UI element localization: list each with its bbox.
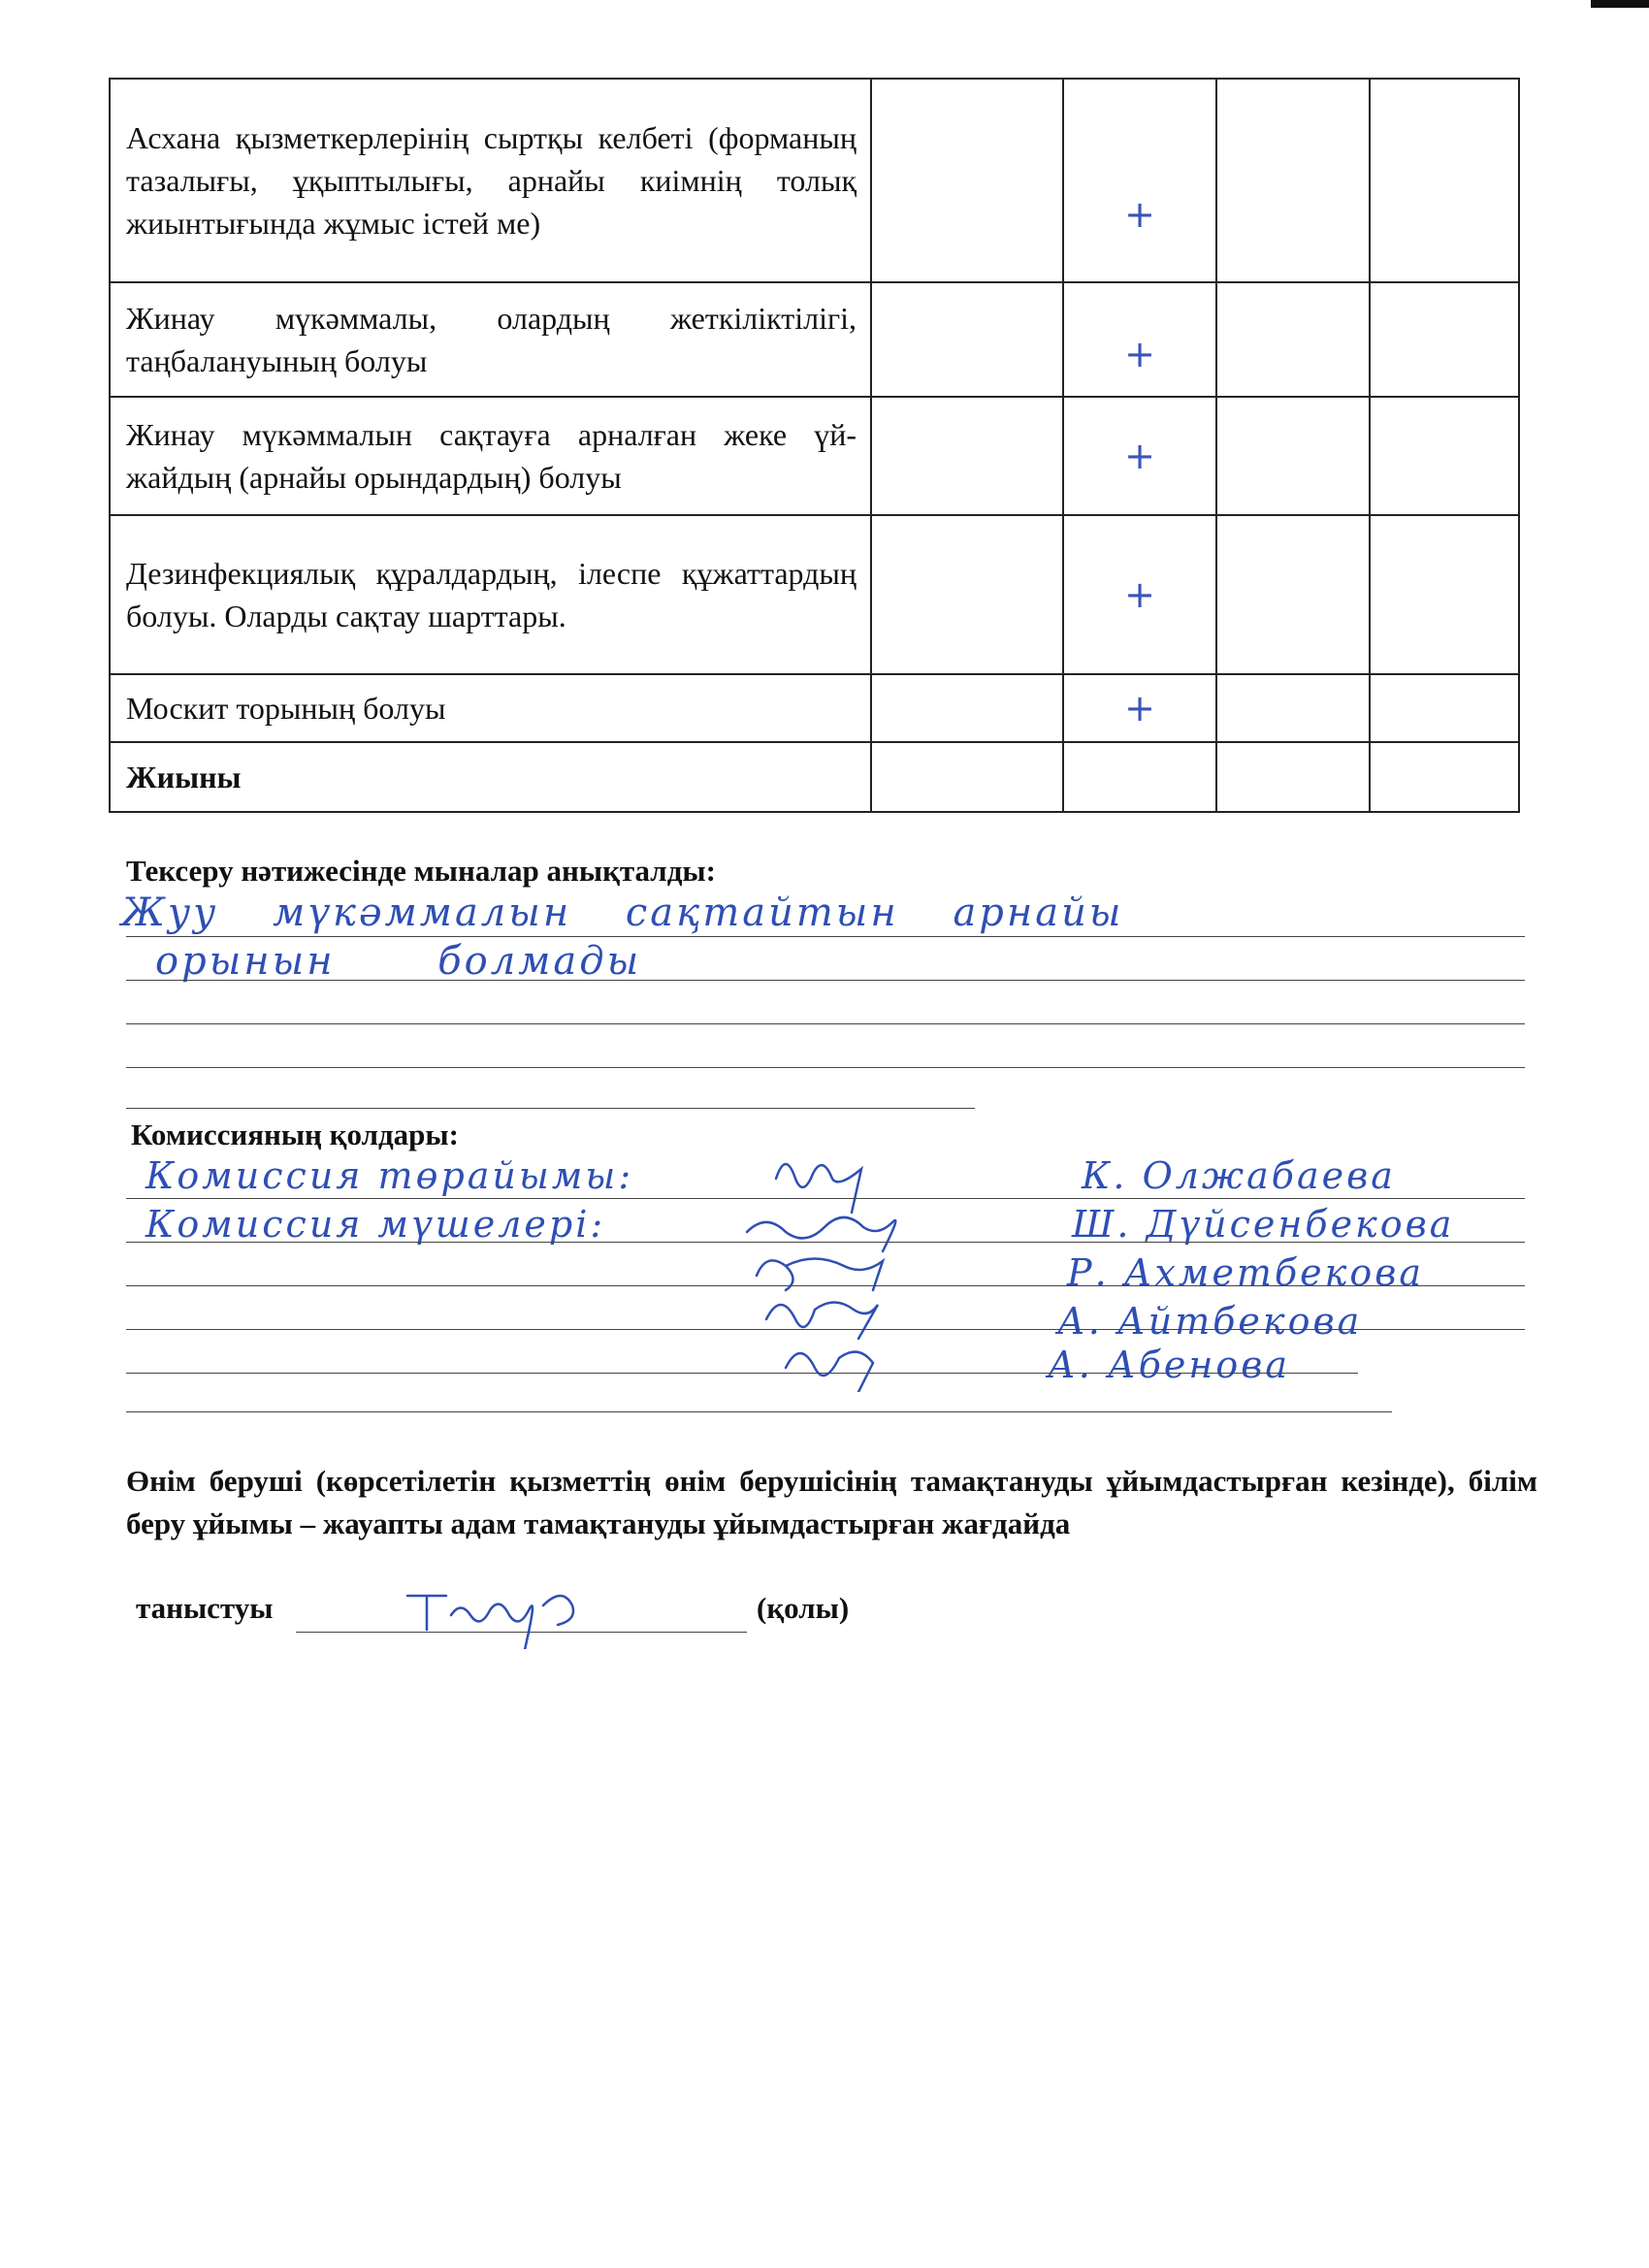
table-row — [110, 79, 1519, 282]
mark-cell — [1063, 79, 1216, 282]
commission-rule — [126, 1411, 1392, 1412]
commission-rule — [126, 1198, 1525, 1199]
mark-cell — [871, 282, 1063, 397]
table-total-row — [110, 742, 1519, 812]
findings-rule — [126, 1108, 975, 1109]
criterion-cell: Дезинфекциялық құралдардың, ілеспе құжаттардың болуы. Оларды сақтау шарттары. — [110, 515, 871, 674]
mark-cell — [871, 397, 1063, 515]
findings-rule — [126, 936, 1525, 937]
producer-paragraph: Өнім беруші (көрсетілетін қызметтің өнім берушісінің тамақтануды ұйымдастырған кезінде), білім беру ұйымы – жауапты адам тамақтануды ұйымдастырған жағдайда — [126, 1464, 1537, 1540]
findings-rule — [126, 980, 1525, 981]
total-label: Жиыны — [110, 742, 871, 812]
commission-name: Ш. Дүйсенбекова — [1072, 1203, 1455, 1246]
commission-rule — [126, 1242, 1525, 1243]
mark-cell — [1063, 397, 1216, 515]
table-row — [110, 397, 1519, 515]
findings-rule — [126, 1023, 1525, 1024]
plus-mark: + — [1124, 435, 1155, 477]
plus-mark: + — [1124, 573, 1155, 616]
mark-cell — [1216, 397, 1370, 515]
mark-cell — [871, 79, 1063, 282]
plus-mark: + — [1124, 687, 1155, 729]
mark-cell — [1063, 742, 1216, 812]
table-row — [110, 674, 1519, 742]
mark-cell — [1063, 674, 1216, 742]
producer-signature — [398, 1581, 611, 1649]
mark-cell — [1370, 79, 1519, 282]
mark-cell — [1370, 742, 1519, 812]
findings-title: Тексеру нәтижесінде мыналар анықталды: — [126, 854, 716, 888]
mark-cell — [1216, 515, 1370, 674]
signature-label: (қолы) — [757, 1591, 850, 1625]
commission-rule — [126, 1373, 1358, 1374]
mark-cell — [1063, 282, 1216, 397]
commission-name: Р. Ахметбекова — [1067, 1251, 1424, 1294]
commission-rule — [126, 1329, 1525, 1330]
commission-title: Комиссияның қолдары: — [131, 1118, 459, 1151]
table-row — [110, 515, 1519, 674]
mark-cell — [1370, 282, 1519, 397]
criterion-cell: Москит торының болуы — [110, 674, 871, 742]
mark-cell — [1370, 397, 1519, 515]
criterion-cell: Асхана қызметкерлерінің сыртқы келбеті (форманың тазалығы, ұқыптылығы, арнайы киімнің толық жиынтығында жұмыс істей ме) — [110, 79, 871, 282]
mark-cell — [1216, 742, 1370, 812]
mark-cell — [1216, 79, 1370, 282]
criterion-cell: Жинау мүкәммалы, олардың жеткіліктілігі, таңбалануының болуы — [110, 282, 871, 397]
findings-handwriting-line-2: орынын болмады — [155, 939, 642, 984]
handwritten-signatures — [737, 1140, 1048, 1392]
mark-cell — [1063, 515, 1216, 674]
commission-name: К. Олжабаева — [1082, 1154, 1396, 1197]
acknowledged-label: таныстуы — [136, 1591, 274, 1625]
mark-cell — [871, 674, 1063, 742]
commission-rule — [126, 1285, 1525, 1286]
findings-rule — [126, 1067, 1525, 1068]
table-row — [110, 282, 1519, 397]
plus-mark: + — [1124, 333, 1155, 375]
findings-handwriting-line-1: Жуу мүкәммалын сақтайтын арнайы — [121, 891, 1124, 935]
mark-cell — [1370, 674, 1519, 742]
commission-name: А. Айтбекова — [1057, 1300, 1363, 1343]
mark-cell — [871, 742, 1063, 812]
checklist-table — [109, 78, 1520, 813]
criterion-cell: Жинау мүкәммалын сақтауға арналған жеке үй-жайдың (арнайы орындардың) болуы — [110, 397, 871, 515]
mark-cell — [1216, 674, 1370, 742]
commission-role: Комиссия мүшелері: — [146, 1203, 606, 1246]
scan-edge-mark — [1591, 0, 1649, 8]
commission-role: Комиссия төрайымы: — [146, 1154, 634, 1197]
commission-name: А. Абенова — [1048, 1344, 1291, 1386]
mark-cell — [1370, 515, 1519, 674]
mark-cell — [871, 515, 1063, 674]
mark-cell — [1216, 282, 1370, 397]
plus-mark: + — [1124, 193, 1155, 236]
